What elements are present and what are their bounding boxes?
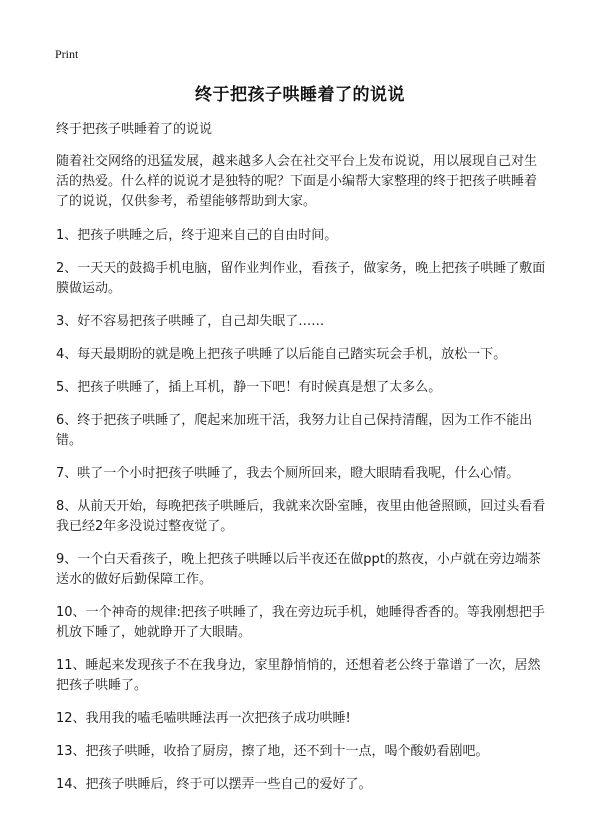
- list-item: 9、一个白天看孩子，晚上把孩子哄睡以后半夜还在做ppt的熬夜，小卢就在旁边端茶送水的做好后勤保障工作。: [56, 552, 541, 587]
- list-item: 7、哄了一个小时把孩子哄睡了，我去个厕所回来，瞪大眼睛看我呢，什么心情。: [56, 466, 520, 481]
- list-item: 14、把孩子哄睡后，终于可以摆弄一些自己的爱好了。: [56, 777, 372, 792]
- list-item: 5、把孩子哄睡了，插上耳机，静一下吧！有时候真是想了太多么。: [56, 380, 442, 395]
- list-item: 8、从前天开始，每晚把孩子哄睡后，我就来次卧室睡，夜里由他爸照顾，回过头看看我已经2年多没说过整夜觉了。: [56, 499, 546, 534]
- list-item: 13、把孩子哄睡，收拾了厨房，擦了地，还不到十一点，喝个酸奶看剧吧。: [56, 744, 489, 759]
- print-label: Print: [55, 47, 79, 61]
- list-item: 10、一个神奇的规律:把孩子哄睡了，我在旁边玩手机，她睡得香香的。等我刚想把手机放下睡了，她就睁开了大眼睛。: [56, 605, 545, 640]
- document-subtitle: 终于把孩子哄睡着了的说说: [56, 122, 213, 137]
- list-item: 4、每天最期盼的就是晚上把孩子哄睡了以后能自己踏实玩会手机，放松一下。: [56, 347, 507, 362]
- intro-paragraph: 随着社交网络的迅猛发展，越来越多人会在社交平台上发布说说，用以展现自己对生活的热爱。什么样的说说才是独特的呢？下面是小编帮大家整理的终于把孩子哄睡着了的说说，仅供参考，希望能够帮助到大家。: [56, 154, 538, 209]
- list-item: 3、好不容易把孩子哄睡了，自己却失眠了……: [56, 314, 325, 329]
- list-item: 1、把孩子哄睡之后，终于迎来自己的自由时间。: [56, 228, 338, 243]
- list-item: 12、我用我的嗑毛嗑哄睡法再一次把孩子成功哄睡!: [56, 711, 351, 726]
- document-body: [56, 120, 546, 808]
- list-item: 11、睡起来发现孩子不在我身边，家里静悄悄的，还想着老公终于靠谱了一次，居然把孩子哄睡了。: [56, 658, 541, 693]
- list-item: 2、一天天的鼓捣手机电脑，留作业判作业，看孩子，做家务，晚上把孩子哄睡了敷面膜做运动。: [56, 261, 546, 296]
- page-title: 终于把孩子哄睡着了的说说: [195, 85, 405, 105]
- list-item: 6、终于把孩子哄睡了，爬起来加班干活，我努力让自己保持清醒，因为工作不能出错。: [56, 413, 533, 448]
